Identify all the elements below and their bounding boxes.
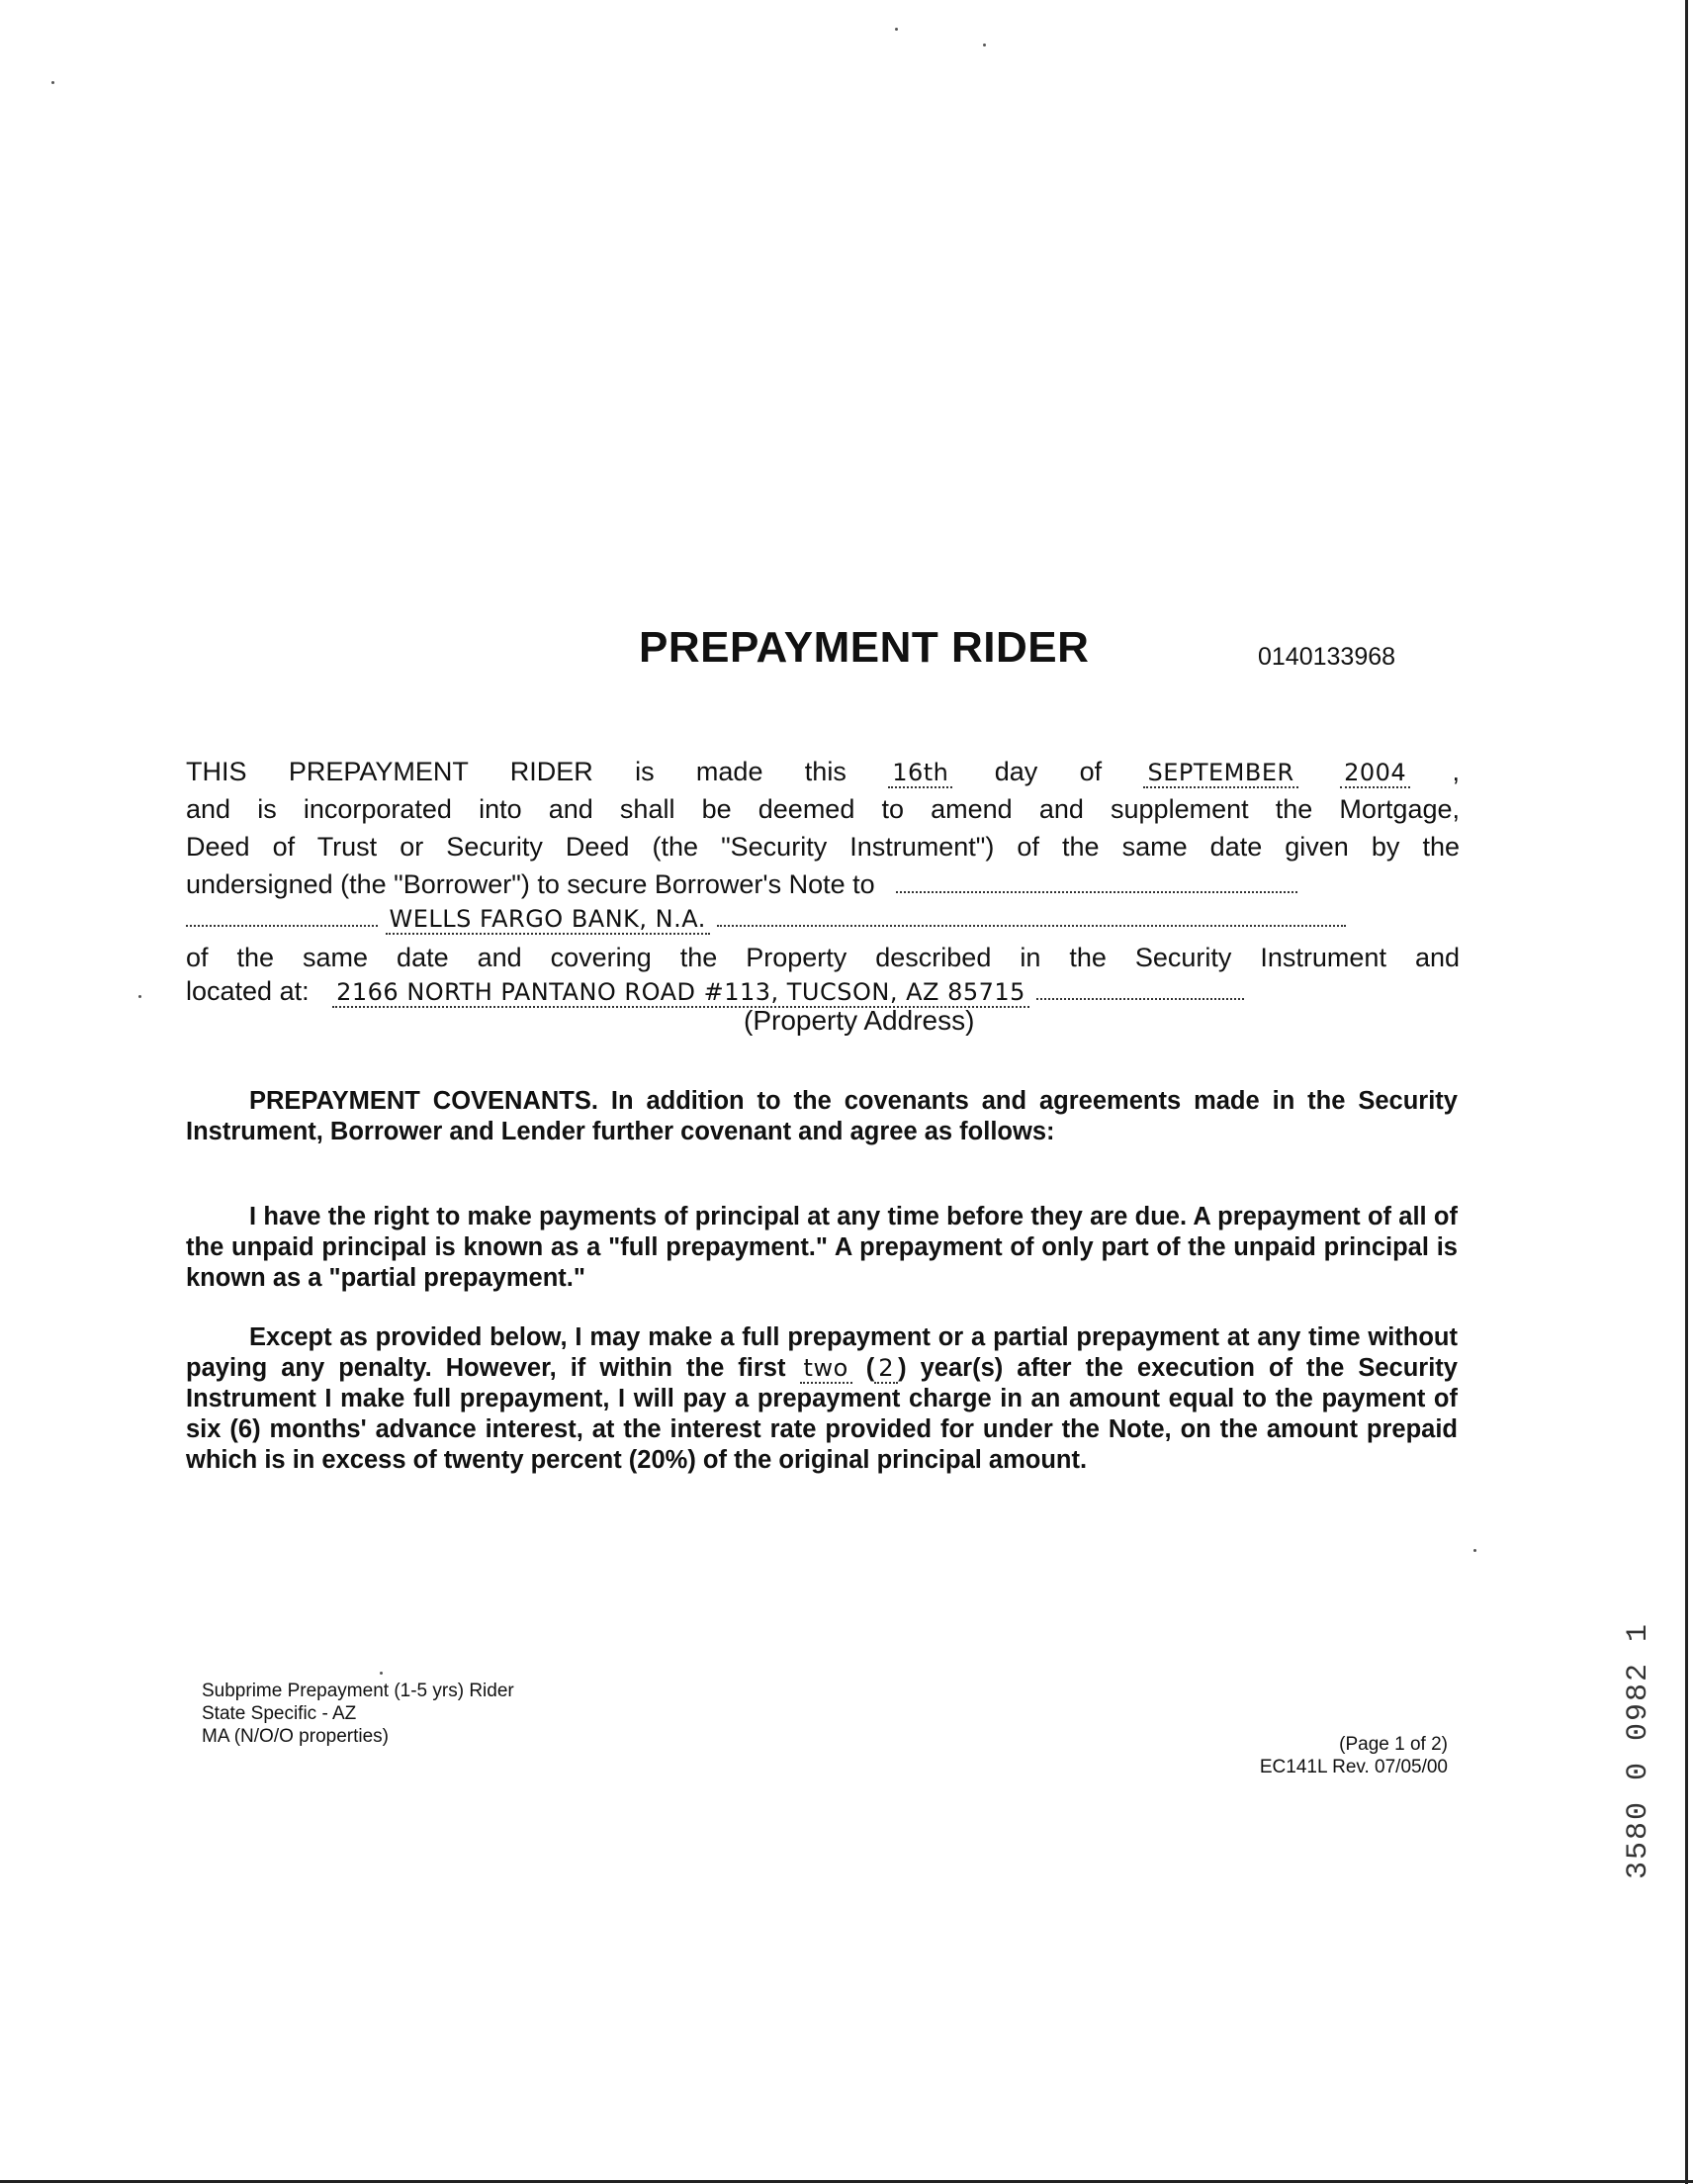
footer-page-info xyxy=(1147,1733,1448,1778)
covenants-heading-text: PREPAYMENT COVENANTS. In addition to the covenants and agreements made in the Security Instrument, Borrower and Lender further covenant and agree as follows: xyxy=(186,1087,1458,1145)
page-edge-bottom xyxy=(0,2180,1693,2183)
day-field: 16th xyxy=(888,759,952,788)
scan-speck xyxy=(1473,1549,1476,1552)
prepayment-charge-paragraph: Except as provided below, I may make a full prepayment or a partial prepayment at any time without paying any penalty. However, if within the first two ( 2 ) year(s) after the execution of the Security Instrument I make full prepayment, I will pay a prepayment charge in an amount equal to the payment of six (6) months' advance interest, at the interest rate provided for under the Note, on the amount prepaid which is in excess of twenty percent (20%) of the original principal amount. xyxy=(186,1323,1458,1474)
lender-line xyxy=(186,900,1460,937)
note-to-label: undersigned (the "Borrower") to secure Borrower's Note to xyxy=(186,869,875,899)
intro-line-3: Deed of Trust or Security Deed (the "Security Instrument") of the same date given by the xyxy=(186,832,1460,862)
footer-form-info xyxy=(202,1680,514,1748)
intro-prefix: THIS PREPAYMENT RIDER is made this xyxy=(186,757,846,786)
lender-field: WELLS FARGO BANK, N.A. xyxy=(386,905,710,935)
prepayment-charge-start: Except as provided below, I may make a full prepayment or a partial prepayment at any time without paying any penalty. However, if within the first xyxy=(186,1323,1458,1382)
intro-line-4 xyxy=(186,866,1460,902)
intro-line-2: and is incorporated into and shall be deemed to amend and supplement the Mortgage, xyxy=(186,794,1460,824)
scan-speck xyxy=(983,44,986,46)
covenants-heading-paragraph xyxy=(186,1086,1458,1147)
scan-speck xyxy=(380,1672,383,1675)
footer-form-name: Subprime Prepayment (1-5 yrs) Rider xyxy=(202,1681,514,1701)
side-stamp-number: 3580 0 0982 1 xyxy=(1622,1622,1655,1880)
footer-form-code: EC141L Rev. 07/05/00 xyxy=(1259,1757,1448,1777)
property-address-field: 2166 NORTH PANTANO ROAD #113, TUCSON, AZ 85715 xyxy=(332,978,1029,1008)
years-word-field: two xyxy=(800,1354,852,1384)
document-title: PREPAYMENT RIDER xyxy=(639,623,1090,672)
comma: , xyxy=(1452,757,1461,786)
dotted-fill xyxy=(1036,996,1244,1000)
right-to-prepay-paragraph xyxy=(186,1202,1458,1294)
right-to-prepay-text: I have the right to make payments of principal at any time before they are due. A prepayment of all of the unpaid principal is known as a "full prepayment." A prepayment of only part of the unpaid principal is known as a "partial prepayment." xyxy=(186,1203,1458,1292)
day-of-label: day of xyxy=(994,757,1103,786)
scan-speck xyxy=(51,81,54,84)
footer-page-number: (Page 1 of 2) xyxy=(1339,1734,1448,1755)
month-field: SEPTEMBER xyxy=(1143,759,1297,788)
years-number-field: 2 xyxy=(874,1354,898,1384)
loan-number: 0140133968 xyxy=(1258,643,1396,671)
prepayment-charge-end: year(s) after the execution of the Security Instrument I make full prepayment, I will pay a prepayment charge in an amount equal to the payment of six (6) months' advance interest, at the interest rate provided for under the Note, on the amount prepaid which is in excess of twenty percent (20%) of the original principal amount. xyxy=(186,1354,1458,1474)
dotted-fill xyxy=(717,923,1346,927)
scan-speck xyxy=(895,28,898,31)
intro-line-6: of the same date and covering the Property described in the Security Instrument and xyxy=(186,943,1460,972)
located-at-label: located at: xyxy=(186,976,310,1006)
dotted-fill xyxy=(186,923,378,927)
scan-speck xyxy=(138,995,141,998)
intro-line-1 xyxy=(186,754,1460,790)
dotted-fill xyxy=(896,889,1297,893)
footer-state: State Specific - AZ xyxy=(202,1703,357,1724)
footer-properties: MA (N/O/O properties) xyxy=(202,1726,389,1747)
property-address-label: (Property Address) xyxy=(744,1005,975,1036)
year-field: 2004 xyxy=(1340,759,1410,788)
page-edge-right xyxy=(1685,0,1688,2184)
